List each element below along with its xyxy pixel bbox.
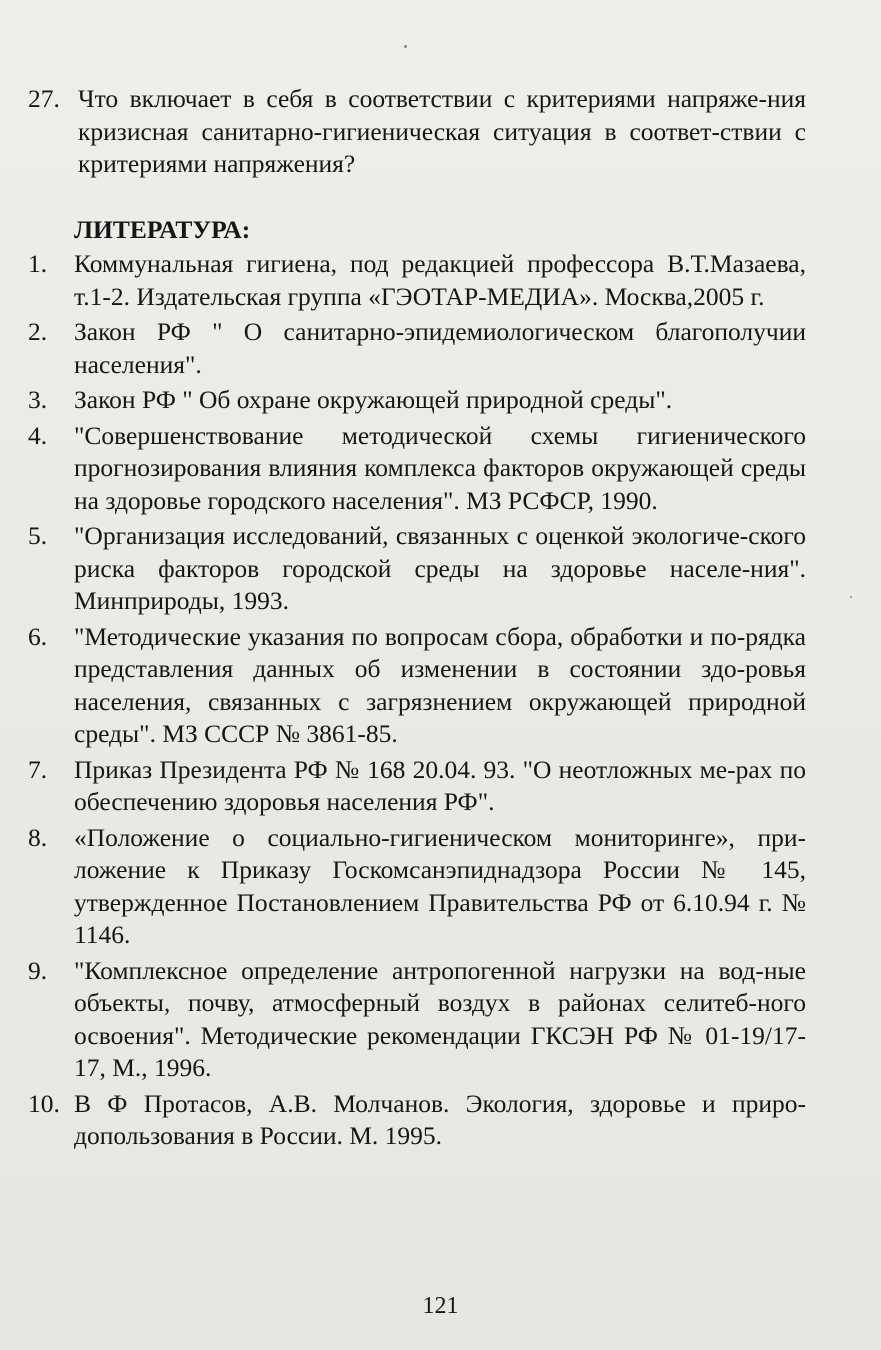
reference-item bbox=[28, 316, 806, 381]
reference-text: "Совершенствование методической схемы гигиенического прогнозирования влияния комплекса факторов окружающей среды на здоровье городского населения". МЗ РСФСР, 1990. bbox=[74, 420, 806, 515]
reference-number: 10. bbox=[28, 1088, 60, 1118]
reference-list bbox=[28, 248, 806, 1153]
page-content bbox=[28, 83, 806, 1156]
reference-text: Коммунальная гигиена, под редакцией профессора В.Т.Мазаева, т.1-2. Издательская группа «ГЭОТАР-МЕДИА». Москва,2005 г. bbox=[74, 249, 806, 311]
reference-text: Закон РФ " О санитарно-эпидемиологическом благополучии населения". bbox=[74, 317, 806, 379]
question-number: 27. bbox=[28, 84, 60, 113]
reference-item bbox=[28, 955, 806, 1085]
reference-item bbox=[28, 520, 806, 618]
reference-item bbox=[28, 420, 806, 518]
reference-text: Закон РФ " Об охране окружающей природной среды". bbox=[74, 385, 673, 414]
scan-speck bbox=[404, 45, 407, 48]
question-item bbox=[28, 83, 806, 181]
reference-text: "Методические указания по вопросам сбора, обработки и по-рядка представления данных об изменении в состоянии здо-ровья населения, связанных с загрязнением окружающей природной среды". МЗ СССР № 3861-85. bbox=[74, 621, 806, 748]
reference-text: В Ф Протасов, А.В. Молчанов. Экология, здоровье и приро-допользования в России. М. 1995. bbox=[74, 1088, 806, 1150]
reference-item bbox=[28, 248, 806, 313]
reference-item bbox=[28, 384, 806, 417]
reference-number: 8. bbox=[28, 822, 48, 852]
scan-speck bbox=[850, 596, 852, 598]
reference-number: 6. bbox=[28, 621, 48, 651]
reference-number: 9. bbox=[28, 955, 48, 985]
reference-text: Приказ Президента РФ № 168 20.04. 93. "О неотложных ме-рах по обеспечению здоровья населения РФ". bbox=[74, 754, 806, 816]
reference-number: 3. bbox=[28, 385, 48, 414]
reference-number: 2. bbox=[28, 317, 48, 346]
literature-heading: ЛИТЕРАТУРА: bbox=[74, 214, 251, 244]
reference-number: 4. bbox=[28, 420, 48, 450]
reference-number: 7. bbox=[28, 754, 48, 784]
reference-item bbox=[28, 754, 806, 819]
page-number: 121 bbox=[422, 1293, 459, 1319]
question-text: Что включает в себя в соответствии с критериями напряже-ния кризисная санитарно-гигиеническая ситуация в соответ-ствии с критериями напряжения? bbox=[78, 84, 806, 178]
reference-item bbox=[28, 621, 806, 751]
reference-text: «Положение о социально-гигиеническом мониторинге», при-ложение к Приказу Госкомсанэпиднадзора России № 145, утвержденное Постановлением Правительства РФ от 6.10.94 г. № 1146. bbox=[74, 822, 806, 949]
reference-number: 1. bbox=[28, 249, 48, 278]
reference-text: "Комплексное определение антропогенной нагрузки на вод-ные объекты, почву, атмосферный воздух в районах селитеб-ного освоения". Методические рекомендации ГКСЭН РФ № 01-19/17-17, М., 1996. bbox=[74, 955, 806, 1082]
reference-text: "Организация исследований, связанных с оценкой экологиче-ского риска факторов городской среды на здоровье населе-ния". Минприроды, 1993. bbox=[74, 521, 806, 615]
reference-item bbox=[28, 822, 806, 952]
reference-item bbox=[28, 1088, 806, 1153]
reference-number: 5. bbox=[28, 521, 48, 550]
